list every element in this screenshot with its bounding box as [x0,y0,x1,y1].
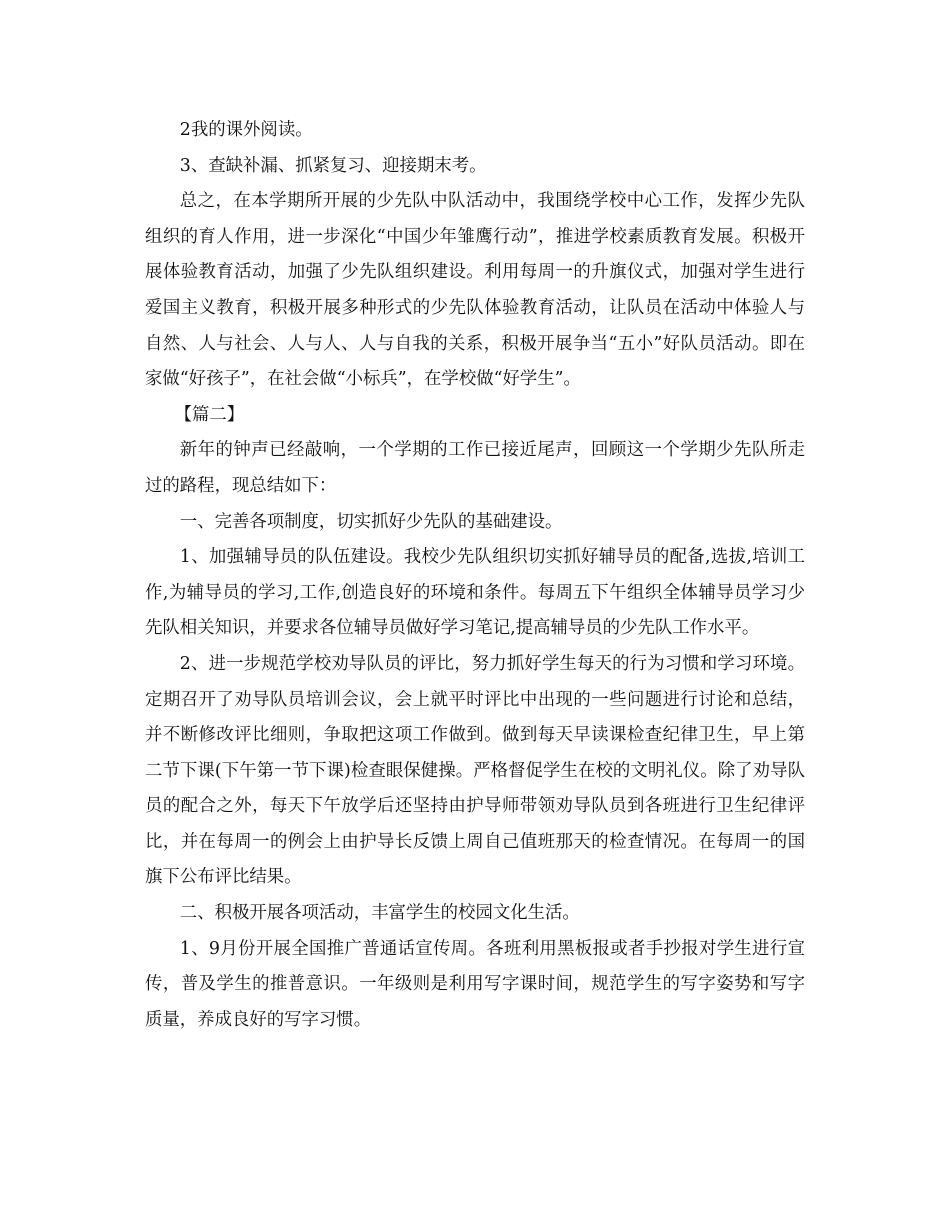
paragraph-mandarin-week: 1、9月份开展全国推广普通话宣传周。各班利用黑板报或者手抄报对学生进行宣传，普及学生的推普意识。一年级则是利用写字课时间，规范学生的写字姿势和写字质量，养成良好的写字习惯。 [145,938,805,1030]
paragraph-intro: 新年的钟声已经敲响，一个学期的工作已接近尾声，回顾这一个学期少先队所走过的路程，现总结如下： [145,440,805,496]
section-heading-two: 二、积极开展各项活动，丰富学生的校园文化生活。 [179,903,580,924]
paragraph-summary: 总之，在本学期所开展的少先队中队活动中，我围绕学校中心工作，发挥少先队组织的育人作用，进一步深化“中国少年雏鹰行动”，推进学校素质教育发展。积极开展体验教育活动，加强了少先队组织建设。利用每周一的升旗仪式，加强对学生进行爱国主义教育，积极开展多种形式的少先队体验教育活动，让队员在活动中体验人与自然、人与社会、人与人、人与自我的关系，积极开展争当“五小”好队员活动。即在家做“好孩子”，在社会做“小标兵”，在学校做“好学生”。 [145,191,805,390]
paragraph-monitor-evaluation: 2、进一步规范学校劝导队员的评比，努力抓好学生每天的行为习惯和学习环境。定期召开了劝导队员培训会议，会上就平时评比中出现的一些问题进行讨论和总结，并不断修改评比细则，争取把这项工作做到。做到每天早读课检查纪律卫生，早上第二节下课(下午第一节下课)检查眼保健操。严格督促学生在校的文明礼仪。除了劝导队员的配合之外，每天下午放学后还坚持由护导师带领劝导队员到各班进行卫生纪律评比，并在每周一的例会上由护导长反馈上周自己值班那天的检查情况。在每周一的国旗下公布评比结果。 [145,653,805,888]
section-heading-one: 一、完善各项制度，切实抓好少先队的基础建设。 [179,511,563,532]
paragraph-counselor-team: 1、加强辅导员的队伍建设。我校少先队组织切实抓好辅导员的配备,选拔,培训工作,为辅导员的学习,工作,创造良好的环境和条件。每周五下午组织全体辅导员学习少先队相关知识，并要求各位辅导员做好学习笔记,提高辅导员的少先队工作水平。 [145,547,805,639]
document-body [145,113,805,1038]
section-heading-part-two: 【篇二】 [174,404,245,425]
paragraph-review-item: 3、查缺补漏、抓紧复习、迎接期末考。 [179,155,487,176]
paragraph-reading-item: 2我的课外阅读。 [179,120,313,140]
